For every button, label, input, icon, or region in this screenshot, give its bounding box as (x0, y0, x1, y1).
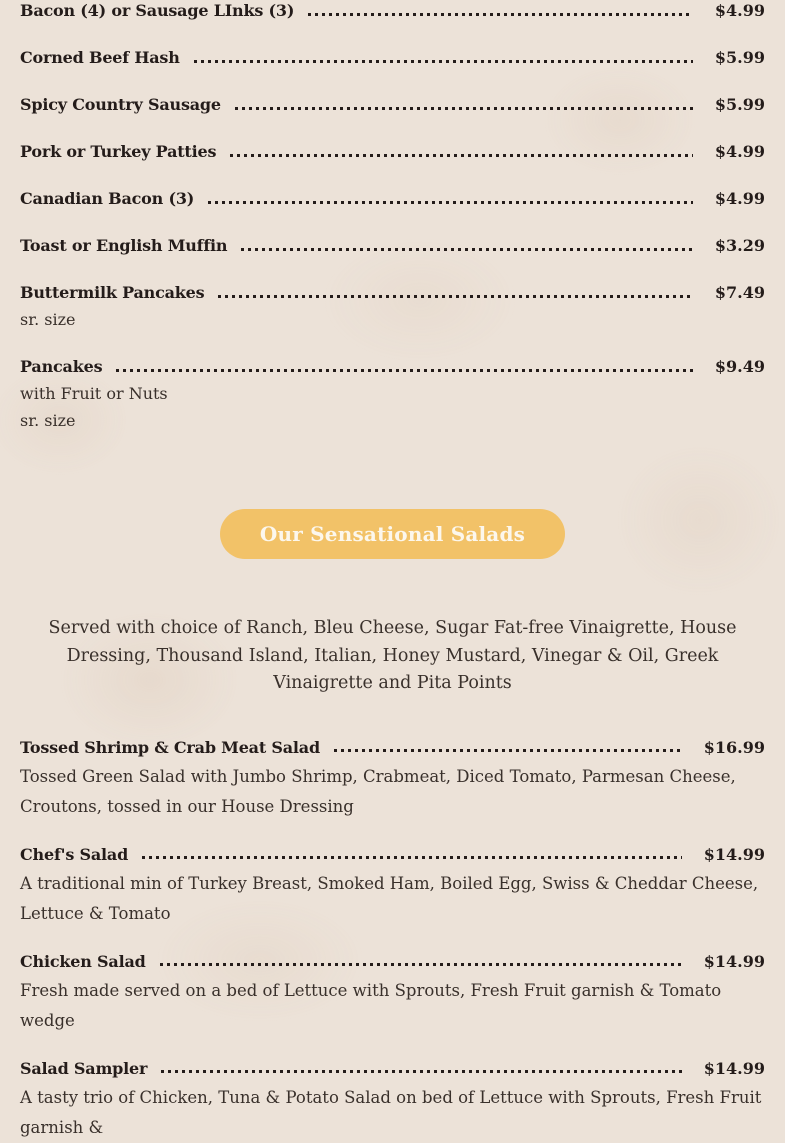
item-name: Pancakes (20, 357, 103, 376)
item-name: Corned Beef Hash (20, 48, 180, 67)
item-name: Chicken Salad (20, 951, 146, 971)
dotted-leader (142, 856, 682, 859)
item-description: Fresh made served on a bed of Lettuce with Sprouts, Fresh Fruit garnish & Tomato wedge (20, 980, 722, 1030)
menu-item-row (20, 844, 765, 865)
dotted-leader (208, 201, 693, 204)
dotted-leader (334, 749, 682, 752)
item-name: Buttermilk Pancakes (20, 283, 205, 302)
item-name: Chef's Salad (20, 844, 129, 864)
menu-item-row (20, 951, 765, 972)
menu-item-row (20, 737, 765, 758)
dotted-leader (230, 154, 693, 157)
menu-item (20, 47, 765, 68)
menu-item (20, 94, 765, 115)
item-note: sr. size (20, 310, 76, 329)
item-note: with Fruit or Nuts (20, 384, 168, 403)
item-price: $16.99 (703, 737, 765, 757)
dotted-leader (218, 295, 692, 298)
dotted-leader (116, 369, 693, 372)
menu-item (20, 188, 765, 209)
menu-item-row (20, 188, 765, 209)
item-name: Spicy Country Sausage (20, 95, 221, 114)
menu-item-row (20, 47, 765, 68)
item-price: $9.49 (714, 357, 765, 376)
section-badge: Our Sensational Salads (220, 509, 565, 559)
item-name: Pork or Turkey Patties (20, 142, 217, 161)
menu-item (20, 356, 765, 431)
item-description: Tossed Green Salad with Jumbo Shrimp, Crabmeat, Diced Tomato, Parmesan Cheese, Croutons, tossed in our House Dressing (20, 766, 736, 816)
dotted-leader (235, 107, 693, 110)
salads-list (20, 737, 765, 1143)
menu-item-row (20, 0, 765, 21)
menu-item (20, 1058, 765, 1143)
section-intro: Served with choice of Ranch, Bleu Cheese, Sugar Fat-free Vinaigrette, House Dressing, Thousand Island, Italian, Honey Mustard, Vinegar & Oil, Greek Vinaigrette and Pita Points (48, 618, 737, 693)
item-price: $5.99 (714, 48, 765, 67)
item-price: $4.99 (714, 1, 765, 20)
item-price: $4.99 (714, 189, 765, 208)
dotted-leader (161, 1070, 682, 1073)
item-name: Tossed Shrimp & Crab Meat Salad (20, 737, 320, 757)
item-description: A tasty trio of Chicken, Tuna & Potato Salad on bed of Lettuce with Sprouts, Fresh Fruit garnish & (20, 1087, 762, 1137)
dotted-leader (160, 963, 682, 966)
dotted-leader (241, 248, 693, 251)
menu-item (20, 141, 765, 162)
item-price: $7.49 (714, 283, 765, 302)
item-name: Salad Sampler (20, 1058, 148, 1078)
menu-item-row (20, 94, 765, 115)
menu-item (20, 235, 765, 256)
menu-item-row (20, 282, 765, 303)
item-price: $4.99 (714, 142, 765, 161)
menu-item-row (20, 235, 765, 256)
menu-item (20, 844, 765, 929)
item-name: Bacon (4) or Sausage LInks (3) (20, 1, 295, 20)
menu-item (20, 282, 765, 330)
menu-item-row (20, 1058, 765, 1079)
menu-item-row (20, 141, 765, 162)
menu-item (20, 737, 765, 822)
breakfast-sides-list (20, 0, 765, 431)
item-price: $5.99 (714, 95, 765, 114)
item-price: $14.99 (703, 1058, 765, 1078)
section-header (20, 509, 765, 559)
menu-item (20, 0, 765, 21)
item-description: A traditional min of Turkey Breast, Smoked Ham, Boiled Egg, Swiss & Cheddar Cheese, Lettuce & Tomato (20, 873, 759, 923)
item-price: $14.99 (703, 844, 765, 864)
item-name: Toast or English Muffin (20, 236, 228, 255)
item-price: $3.29 (714, 236, 765, 255)
menu-item-row (20, 356, 765, 377)
dotted-leader (308, 13, 693, 16)
item-name: Canadian Bacon (3) (20, 189, 195, 208)
item-price: $14.99 (703, 951, 765, 971)
dotted-leader (194, 60, 693, 63)
menu-item (20, 951, 765, 1036)
item-note: sr. size (20, 411, 76, 430)
